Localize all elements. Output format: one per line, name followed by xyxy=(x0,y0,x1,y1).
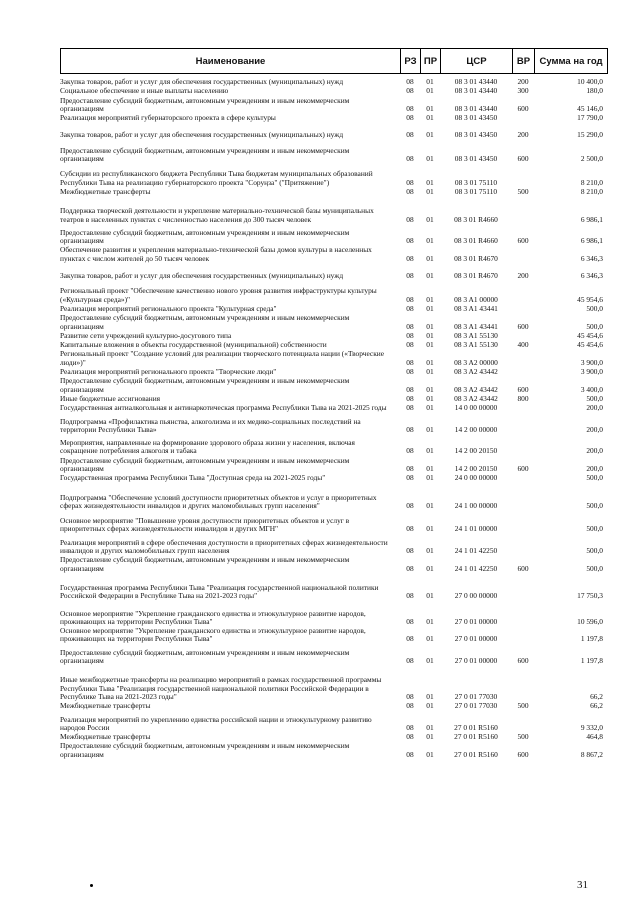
row-csr: 08 3 A2 43442 xyxy=(454,384,498,394)
row-csr: 08 3 A1 00000 xyxy=(454,294,498,304)
row-pr: 01 xyxy=(426,236,434,246)
row-name: Предоставление субсидий бюджетным, автономным учреждениям и иным некоммерческим организациям xyxy=(60,455,350,473)
row-csr: 08 3 01 75110 xyxy=(454,177,498,187)
row-sum: 6 346,3 xyxy=(580,271,603,281)
row-vr: 500 xyxy=(517,186,529,196)
row-pr: 01 xyxy=(426,186,434,196)
row-csr: 08 3 A2 00000 xyxy=(454,357,498,367)
row-vr: 500 xyxy=(517,701,529,711)
row-csr: 08 3 A1 43441 xyxy=(454,303,498,313)
row-sum: 1 197,8 xyxy=(580,634,603,644)
table-row xyxy=(60,414,607,436)
row-rz: 08 xyxy=(406,330,414,340)
row-name: Реализация мероприятий в сфере обеспечения доступности в приоритетных сферах жизнедеятельности инвалидов и других маломобильных групп населения xyxy=(60,537,388,556)
row-sum: 8 867,2 xyxy=(580,749,603,759)
row-sum: 66,2 xyxy=(590,691,603,701)
row-vr: 300 xyxy=(517,86,529,96)
row-rz: 08 xyxy=(406,656,414,666)
table-row xyxy=(60,141,607,165)
row-sum: 2 500,0 xyxy=(580,154,603,164)
row-csr: 27 0 01 R5160 xyxy=(454,732,498,742)
row-sum: 45 146,0 xyxy=(577,103,603,113)
row-csr: 08 3 01 43440 xyxy=(454,103,498,113)
row-csr: 27 0 01 00000 xyxy=(454,634,498,644)
table-row xyxy=(60,535,607,557)
row-vr: 600 xyxy=(517,236,529,246)
row-rz: 08 xyxy=(406,616,414,626)
row-csr: 08 3 A2 43442 xyxy=(454,393,498,403)
header-sum: Сумма на год xyxy=(535,49,608,74)
row-csr: 27 0 00 00000 xyxy=(454,591,498,601)
row-pr: 01 xyxy=(426,701,434,711)
row-pr: 01 xyxy=(426,749,434,759)
row-sum: 6 986,1 xyxy=(580,236,603,246)
row-vr: 600 xyxy=(517,656,529,666)
table-row xyxy=(60,702,607,711)
row-sum: 500,0 xyxy=(586,500,603,510)
row-sum: 8 210,0 xyxy=(580,186,603,196)
table-row xyxy=(60,264,607,281)
table-row xyxy=(60,712,607,734)
row-rz: 08 xyxy=(406,130,414,140)
row-csr: 27 0 01 00000 xyxy=(454,656,498,666)
row-name: Предоставление субсидий бюджетным, автономным учреждениям и иным некоммерческим организациям xyxy=(60,95,350,113)
row-rz: 08 xyxy=(406,591,414,601)
row-sum: 10 596,0 xyxy=(577,616,603,626)
row-vr: 600 xyxy=(517,463,529,473)
row-name: Государственная антиалкогольная и антинаркотическая программа Республики Тыва на 2021-2025 годы xyxy=(60,403,387,413)
row-name: Региональный проект "Обеспечение качественно нового уровня развития инфраструктуры культуры («Культурная среда»)" xyxy=(60,286,377,304)
row-name: Социальное обеспечение и иные выплаты населению xyxy=(60,86,229,96)
row-rz: 08 xyxy=(406,236,414,246)
table-row xyxy=(60,164,607,188)
row-csr: 24 1 01 00000 xyxy=(454,524,498,534)
budget-table xyxy=(60,78,607,760)
row-rz: 08 xyxy=(406,103,414,113)
header-name: Наименование xyxy=(61,49,401,74)
row-pr: 01 xyxy=(426,330,434,340)
row-sum: 3 900,0 xyxy=(580,357,603,367)
row-vr xyxy=(512,435,534,457)
table-row xyxy=(60,97,607,115)
row-vr: 200 xyxy=(517,77,529,86)
row-vr xyxy=(512,350,534,368)
row-rz: 08 xyxy=(406,563,414,573)
row-rz: 08 xyxy=(406,524,414,534)
row-csr: 08 3 01 43450 xyxy=(454,113,498,123)
table-row xyxy=(60,602,607,628)
row-sum: 500,0 xyxy=(586,303,603,313)
row-pr: 01 xyxy=(426,473,434,483)
row-rz: 08 xyxy=(406,732,414,742)
table-row xyxy=(60,511,607,535)
row-vr: 600 xyxy=(517,749,529,759)
row-vr xyxy=(512,281,534,305)
row-rz: 08 xyxy=(406,214,414,224)
row-name: Закупка товаров, работ и услуг для обеспечения государственных (муниципальных) нужд xyxy=(60,130,344,140)
row-sum: 45 454,6 xyxy=(577,330,603,340)
row-name: Основное мероприятие "Укрепление гражданского единства и этнокультурное развитие народов, проживающих на территории Республики Тыва" xyxy=(60,608,366,626)
table-row xyxy=(60,314,607,332)
row-name: Подпрограмма "Обеспечение условий доступности приоритетных объектов и услуг в приоритетных сферах жизнедеятельности инвалидов и других маломобильных групп населения" xyxy=(60,492,377,510)
row-name: Государственная программа Республики Тыва "Доступная среда на 2021-2025 годы" xyxy=(60,473,326,483)
row-csr: 08 3 01 R4660 xyxy=(454,214,498,224)
row-rz: 08 xyxy=(406,446,414,456)
row-csr: 14 2 00 20150 xyxy=(454,463,498,473)
row-name: Иные межбюджетные трансферты на реализацию мероприятий в рамках государственной программы Республики Тыва "Реализация государственной национальной политики Российской Федерации в Республике Тыва на 2021-2023 годы" xyxy=(60,675,382,701)
row-sum: 500,0 xyxy=(586,321,603,331)
row-pr: 01 xyxy=(426,591,434,601)
row-csr: 08 3 A2 43442 xyxy=(454,367,498,377)
row-csr: 27 0 01 00000 xyxy=(454,616,498,626)
row-sum: 15 290,0 xyxy=(577,130,603,140)
row-sum: 500,0 xyxy=(586,393,603,403)
row-vr xyxy=(512,535,534,557)
row-name: Реализация мероприятий по укреплению единства российской нации и этнокультурному развитию народов России xyxy=(60,714,372,732)
row-pr: 01 xyxy=(426,500,434,510)
row-pr: 01 xyxy=(426,271,434,281)
row-csr: 08 3 01 43440 xyxy=(454,77,498,86)
row-name: Основное мероприятие "Укрепление гражданского единства и этнокультурное развитие народов, проживающих на территории Республики Тыва" xyxy=(60,626,366,644)
row-vr: 600 xyxy=(517,321,529,331)
row-vr: 600 xyxy=(517,563,529,573)
row-rz: 08 xyxy=(406,701,414,711)
row-vr xyxy=(512,197,534,225)
row-pr: 01 xyxy=(426,357,434,367)
row-rz: 08 xyxy=(406,424,414,434)
row-sum: 200,0 xyxy=(586,403,603,413)
row-rz: 08 xyxy=(406,154,414,164)
table-row xyxy=(60,627,607,645)
row-vr xyxy=(512,246,534,264)
table-row xyxy=(60,484,607,512)
row-name: Региональный проект "Создание условий для реализации творческого потенциала нации («Творческие люди»)" xyxy=(60,349,385,367)
table-row xyxy=(60,457,607,475)
row-name: Субсидии из республиканского бюджета Республики Тыва бюджетам муниципальных образований Республики Тыва на реализацию губернаторского проекта "Соруңза" ("Притяжение") xyxy=(60,169,373,187)
row-sum: 200,0 xyxy=(586,463,603,473)
page-number: 31 xyxy=(577,879,588,891)
row-vr xyxy=(512,574,534,602)
row-name: Предоставление субсидий бюджетным, автономным учреждениям и иным некоммерческим организациям xyxy=(60,555,350,573)
row-sum: 500,0 xyxy=(586,546,603,556)
row-pr: 01 xyxy=(426,303,434,313)
row-rz: 08 xyxy=(406,473,414,483)
row-rz: 08 xyxy=(406,253,414,263)
row-pr: 01 xyxy=(426,393,434,403)
row-vr: 600 xyxy=(517,384,529,394)
row-vr xyxy=(512,164,534,188)
table-row xyxy=(60,474,607,483)
row-name: Предоставление субсидий бюджетным, автономным учреждениям и иным некоммерческим организациям xyxy=(60,741,350,759)
row-vr: 600 xyxy=(517,103,529,113)
row-name: Межбюджетные трансферты xyxy=(60,701,151,711)
row-csr: 24 1 00 00000 xyxy=(454,500,498,510)
row-vr xyxy=(512,414,534,436)
table-row xyxy=(60,197,607,225)
row-name: Развитие сети учреждений культурно-досугового типа xyxy=(60,330,232,340)
row-name: Предоставление субсидий бюджетным, автономным учреждениям и иным некоммерческим организациям xyxy=(60,647,350,666)
row-name: Предоставление субсидий бюджетным, автономным учреждениям и иным некоммерческим организациям xyxy=(60,376,350,394)
row-pr: 01 xyxy=(426,616,434,626)
row-sum: 66,2 xyxy=(590,701,603,711)
row-vr xyxy=(512,511,534,535)
row-csr: 27 0 01 R5160 xyxy=(454,749,498,759)
table-row xyxy=(60,188,607,197)
row-vr xyxy=(512,484,534,512)
table-row xyxy=(60,645,607,667)
budget-page xyxy=(60,48,607,760)
header-pr: ПР xyxy=(421,49,441,74)
row-name: Поддержка творческой деятельности и укрепление материально-технической базы муниципальных театров в населенных пунктах с численностью населения до 300 тысяч человек xyxy=(60,206,374,224)
row-rz: 08 xyxy=(406,303,414,313)
row-pr: 01 xyxy=(426,130,434,140)
row-csr: 14 0 00 00000 xyxy=(454,403,498,413)
row-name: Государственная программа Республики Тыва "Реализация государственной национальной политики Российской Федерации в Республике Тыва на 2021-2023 годы" xyxy=(60,582,379,601)
row-sum: 3 900,0 xyxy=(580,367,603,377)
row-pr: 01 xyxy=(426,634,434,644)
bullet-mark xyxy=(90,884,93,887)
row-csr: 14 2 00 20150 xyxy=(454,446,498,456)
row-name: Предоставление субсидий бюджетным, автономным учреждениям и иным некоммерческим организациям xyxy=(60,227,350,246)
row-rz: 08 xyxy=(406,77,414,86)
row-sum: 45 954,6 xyxy=(577,294,603,304)
row-sum: 180,0 xyxy=(586,86,603,96)
row-rz: 08 xyxy=(406,403,414,413)
row-rz: 08 xyxy=(406,691,414,701)
row-rz: 08 xyxy=(406,500,414,510)
row-csr: 08 3 A1 55130 xyxy=(454,340,498,350)
row-vr: 200 xyxy=(517,130,529,140)
row-name: Межбюджетные трансферты xyxy=(60,186,151,196)
row-pr: 01 xyxy=(426,732,434,742)
row-name: Закупка товаров, работ и услуг для обеспечения государственных (муниципальных) нужд xyxy=(60,77,344,86)
table-row xyxy=(60,435,607,457)
row-name: Капитальные вложения в объекты государственной (муниципальной) собственности xyxy=(60,340,327,350)
table-row xyxy=(60,123,607,140)
row-pr: 01 xyxy=(426,403,434,413)
row-csr: 08 3 01 75110 xyxy=(454,186,498,196)
row-pr: 01 xyxy=(426,563,434,573)
header-rz: РЗ xyxy=(401,49,421,74)
row-rz: 08 xyxy=(406,384,414,394)
row-vr: 400 xyxy=(517,340,529,350)
row-pr: 01 xyxy=(426,77,434,86)
row-sum: 6 346,3 xyxy=(580,253,603,263)
row-name: Мероприятия, направленные на формирование здорового образа жизни у населения, включая сокращение потребления алкоголя и табака xyxy=(60,438,355,456)
row-name: Обеспечение развития и укрепления материально-технической базы домов культуры в населенных пунктах с числом жителей до 50 тысяч человек xyxy=(60,245,372,263)
row-rz: 08 xyxy=(406,393,414,403)
row-rz: 08 xyxy=(406,722,414,732)
row-pr: 01 xyxy=(426,546,434,556)
row-sum: 500,0 xyxy=(586,524,603,534)
row-sum: 1 197,8 xyxy=(580,656,603,666)
row-csr: 08 3 01 R4660 xyxy=(454,236,498,246)
row-rz: 08 xyxy=(406,113,414,123)
row-pr: 01 xyxy=(426,177,434,187)
row-vr: 200 xyxy=(517,271,529,281)
row-pr: 01 xyxy=(426,103,434,113)
row-sum: 8 210,0 xyxy=(580,177,603,187)
row-sum: 500,0 xyxy=(586,563,603,573)
row-csr: 08 3 A1 43441 xyxy=(454,321,498,331)
row-rz: 08 xyxy=(406,186,414,196)
row-sum: 9 332,0 xyxy=(580,722,603,732)
row-name: Подпрограмма «Профилактика пьянства, алкоголизма и их медико-социальных последствий на территории Республики Тыва» xyxy=(60,416,361,434)
row-vr xyxy=(512,666,534,702)
row-pr: 01 xyxy=(426,524,434,534)
row-sum: 10 400,0 xyxy=(577,77,603,86)
row-pr: 01 xyxy=(426,340,434,350)
row-pr: 01 xyxy=(426,154,434,164)
row-vr: 600 xyxy=(517,154,529,164)
row-pr: 01 xyxy=(426,691,434,701)
row-pr: 01 xyxy=(426,321,434,331)
row-vr xyxy=(512,602,534,628)
row-rz: 08 xyxy=(406,321,414,331)
row-name: Межбюджетные трансферты xyxy=(60,732,151,742)
row-rz: 08 xyxy=(406,271,414,281)
row-vr xyxy=(512,404,534,413)
row-vr xyxy=(512,627,534,645)
row-rz: 08 xyxy=(406,634,414,644)
row-pr: 01 xyxy=(426,384,434,394)
row-csr: 24 1 01 42250 xyxy=(454,546,498,556)
row-csr: 27 0 01 R5160 xyxy=(454,722,498,732)
table-body xyxy=(60,78,607,760)
row-csr: 08 3 01 43450 xyxy=(454,154,498,164)
row-sum: 17 750,3 xyxy=(577,591,603,601)
row-csr: 27 0 01 77030 xyxy=(454,701,498,711)
row-rz: 08 xyxy=(406,177,414,187)
table-row xyxy=(60,404,607,413)
row-pr: 01 xyxy=(426,656,434,666)
row-sum: 45 454,6 xyxy=(577,340,603,350)
row-vr xyxy=(512,114,534,123)
row-rz: 08 xyxy=(406,86,414,96)
row-sum: 17 790,0 xyxy=(577,113,603,123)
row-vr xyxy=(512,368,534,377)
header-vr: ВР xyxy=(513,49,535,74)
table-row xyxy=(60,556,607,574)
row-sum: 464,8 xyxy=(586,732,603,742)
row-vr: 500 xyxy=(517,732,529,742)
row-rz: 08 xyxy=(406,546,414,556)
row-vr xyxy=(512,712,534,734)
row-csr: 08 3 A1 55130 xyxy=(454,330,498,340)
row-name: Реализация мероприятий регионального проекта "Творческие люди" xyxy=(60,367,277,377)
row-sum: 500,0 xyxy=(586,473,603,483)
table-row xyxy=(60,246,607,264)
row-pr: 01 xyxy=(426,722,434,732)
row-name: Основное мероприятие "Повышение уровня доступности приоритетных объектов и услуг в приоритетных сферах жизнедеятельности инвалидов и других МГН" xyxy=(60,516,350,534)
row-name: Предоставление субсидий бюджетным, автономным учреждениям и иным некоммерческим организациям xyxy=(60,313,350,331)
row-csr: 08 3 01 43440 xyxy=(454,86,498,96)
table-row xyxy=(60,350,607,368)
row-name: Реализация мероприятий регионального проекта "Культурная среда" xyxy=(60,303,277,313)
row-pr: 01 xyxy=(426,294,434,304)
row-csr: 24 0 00 00000 xyxy=(454,473,498,483)
row-pr: 01 xyxy=(426,463,434,473)
row-sum: 200,0 xyxy=(586,446,603,456)
table-row xyxy=(60,225,607,247)
row-rz: 08 xyxy=(406,357,414,367)
row-pr: 01 xyxy=(426,113,434,123)
row-rz: 08 xyxy=(406,340,414,350)
table-row xyxy=(60,281,607,305)
row-name: Закупка товаров, работ и услуг для обеспечения государственных (муниципальных) нужд xyxy=(60,271,344,281)
row-vr xyxy=(512,474,534,483)
row-rz: 08 xyxy=(406,294,414,304)
table-row xyxy=(60,574,607,602)
table-row xyxy=(60,377,607,395)
row-pr: 01 xyxy=(426,424,434,434)
table-header xyxy=(60,48,608,74)
row-pr: 01 xyxy=(426,367,434,377)
table-row xyxy=(60,114,607,123)
row-rz: 08 xyxy=(406,463,414,473)
row-csr: 08 3 01 R4670 xyxy=(454,253,498,263)
row-sum: 200,0 xyxy=(586,424,603,434)
row-pr: 01 xyxy=(426,446,434,456)
row-pr: 01 xyxy=(426,214,434,224)
row-sum: 6 986,1 xyxy=(580,214,603,224)
row-csr: 08 3 01 43450 xyxy=(454,130,498,140)
row-vr: 800 xyxy=(517,393,529,403)
row-rz: 08 xyxy=(406,749,414,759)
row-csr: 24 1 01 42250 xyxy=(454,563,498,573)
table-row xyxy=(60,742,607,760)
table-row xyxy=(60,666,607,702)
row-vr xyxy=(512,305,534,314)
row-name: Иные бюджетные ассигнования xyxy=(60,393,161,403)
header-csr: ЦСР xyxy=(441,49,513,74)
row-rz: 08 xyxy=(406,367,414,377)
row-pr: 01 xyxy=(426,253,434,263)
row-name: Реализация мероприятий губернаторского проекта в сфере культуры xyxy=(60,113,276,123)
row-csr: 27 0 01 77030 xyxy=(454,691,498,701)
row-name: Предоставление субсидий бюджетным, автономным учреждениям и иным некоммерческим организациям xyxy=(60,145,350,164)
row-csr: 14 2 00 00000 xyxy=(454,424,498,434)
row-pr: 01 xyxy=(426,86,434,96)
row-csr: 08 3 01 R4670 xyxy=(454,271,498,281)
row-sum: 3 400,0 xyxy=(580,384,603,394)
